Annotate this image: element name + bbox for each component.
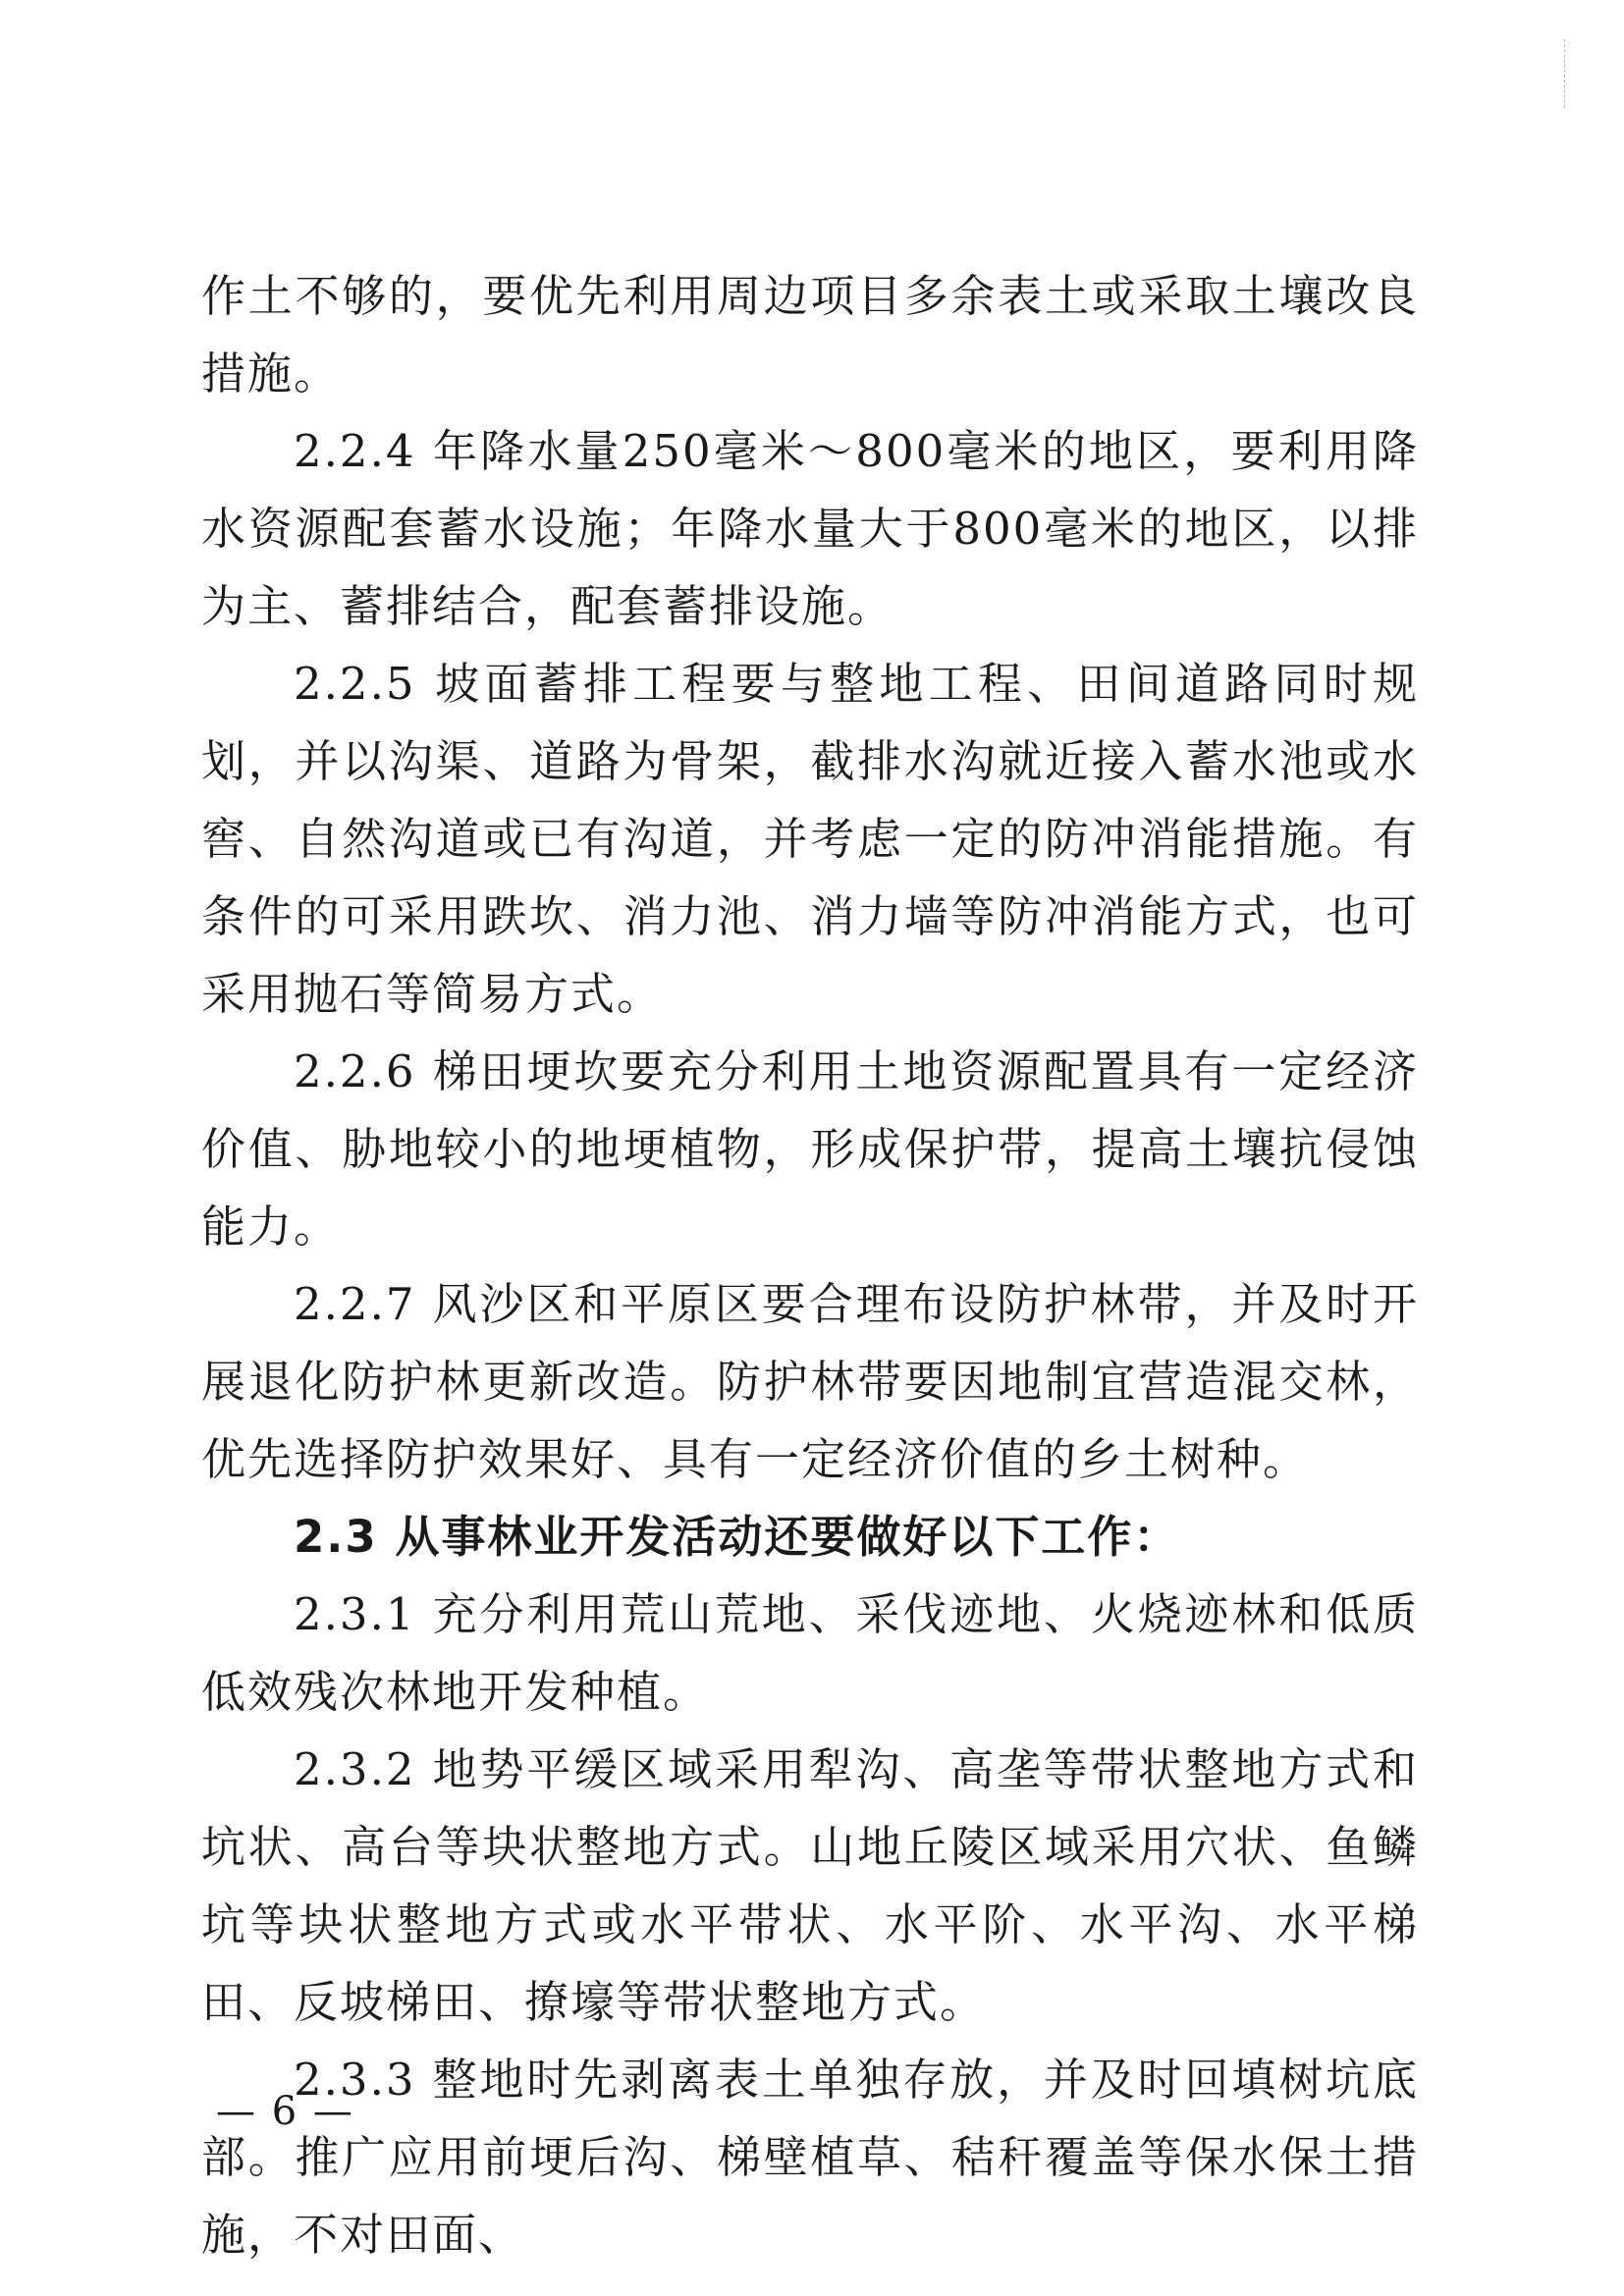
paragraph-2-2-5: 2.2.5 坡面蓄排工程要与整地工程、田间道路同时规划，并以沟渠、道路为骨架，截排水沟就近接入蓄水池或水窖、自然沟道或已有沟道，并考虑一定的防冲消能措施。有条件的可采用跌坎、消力池、消力墙等防冲消能方式，也可采用抛石等简易方式。 xyxy=(201,658,1419,1020)
paragraph-2-3-2: 2.3.2 地势平缓区域采用犁沟、高垄等带状整地方式和坑状、高台等块状整地方式。山地丘陵区域采用穴状、鱼鳞坑等块状整地方式或水平带状、水平阶、水平沟、水平梯田、反坡梯田、撩壕等带状整地方式。 xyxy=(201,1743,1419,2028)
paragraph-continuation: 作土不够的，要优先利用周边项目多余表土或采取土壤改良措施。 xyxy=(201,270,1419,400)
section-heading-2-3: 2.3 从事林业开发活动还要做好以下工作： xyxy=(294,1511,1180,1563)
paragraph-2-2-4: 2.2.4 年降水量250毫米～800毫米的地区，要利用降水资源配套蓄水设施；年降水量大于800毫米的地区，以排为主、蓄排结合，配套蓄排设施。 xyxy=(201,425,1419,632)
paragraph-2-2-7: 2.2.7 风沙区和平原区要合理布设防护林带，并及时开展退化防护林更新改造。防护林带要因地制宜营造混交林，优先选择防护效果好、具有一定经济价值的乡土树种。 xyxy=(201,1278,1419,1485)
paragraph-2-3-1: 2.3.1 充分利用荒山荒地、采伐迹地、火烧迹林和低质低效残次林地开发种植。 xyxy=(201,1588,1419,1718)
scan-edge-mark xyxy=(1564,39,1566,108)
paragraph-2-2-6: 2.2.6 梯田埂坎要充分利用土地资源配置具有一定经济价值、胁地较小的地埂植物，形成保护带，提高土壤抗侵蚀能力。 xyxy=(201,1045,1419,1253)
body-text xyxy=(201,257,1419,2273)
paragraph-2-3-3: 2.3.3 整地时先剥离表土单独存放，并及时回填树坑底部。推广应用前埂后沟、梯壁植草、秸秆覆盖等保水保土措施，不对田面、 xyxy=(201,2054,1419,2261)
page-number: — 6 — xyxy=(216,2089,354,2134)
